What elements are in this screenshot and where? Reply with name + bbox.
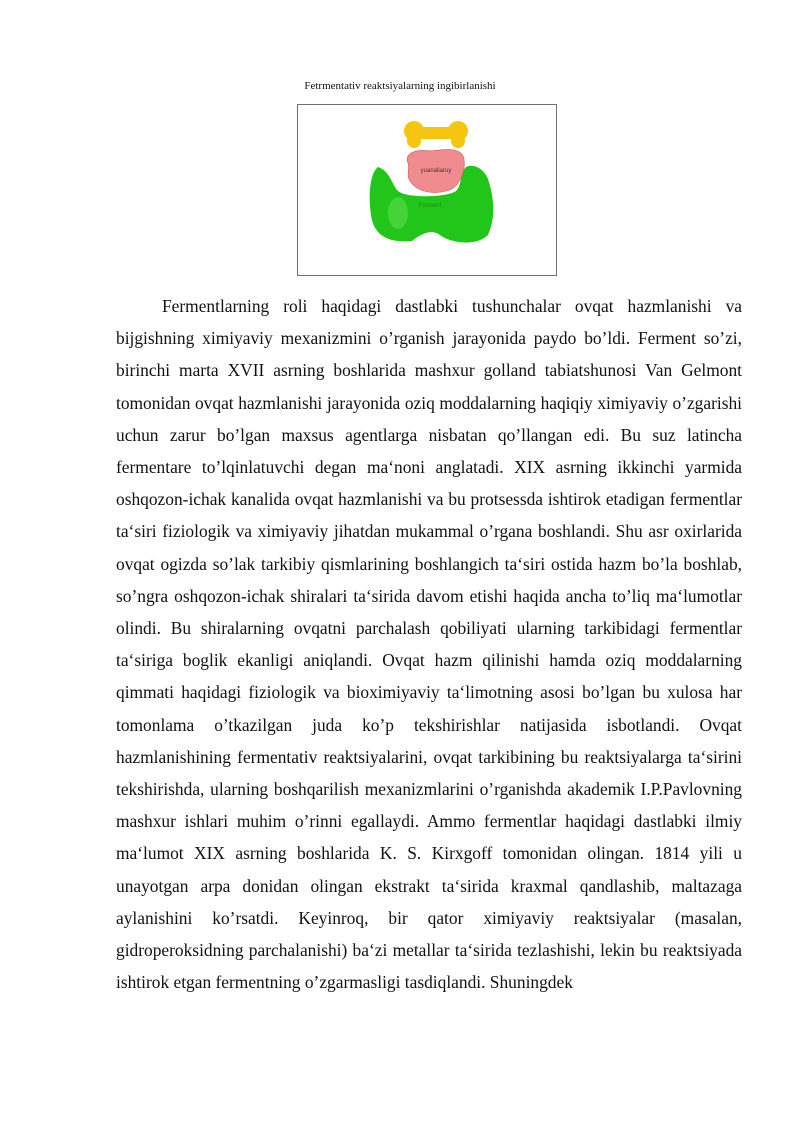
figure-title: Fetrmentativ reaktsiyalarning ingibirlanishi (304, 80, 496, 92)
figure-illustration (297, 104, 557, 276)
inhibitor-label: yuanaliaruy (420, 168, 452, 174)
body-paragraph: Fermentlarning roli haqidagi dastlabki tushunchalar ovqat hazmlanishi va bijgishning ximiyaviy mexanizmini o’rganish jarayonida paydo bo’ldi. Ferment so’zi, birinchi marta XVII asrning boshlarida mashxur golland tabiatshunosi Van Gelmont tomonidan ovqat hazmlanishi jarayonida oziq moddalarning haqiqiy ximiyaviy o’zgarishi uchun zarur bo’lgan maxsus agentlarga nisbatan qo’llangan edi. Bu suz latincha fermentare to’lqinlatuvchi degan ma‘noni anglatadi. XIX asrning ikkinchi yarmida oshqozon-ichak kanalida ovqat hazmlanishi va bu protsessda ishtirok etadigan fermentlar ta‘siri fiziologik va ximiyaviy jihatdan mukammal o’rgana boshlandi. Shu asr oxirlarida ovqat ogizda so’lak tarkibiy qismlarining boshlangich ta‘siri ostida hazm bo’la boshlab, so’ngra oshqozon-ichak shiralari ta‘sirida davom etishi haqida ancha to’liq ma‘lumotlar olindi. Bu shiralarning ovqatni parchalash qobiliyati ularning tarkibidagi fermentlar ta‘siriga boglik ekanligi aniqlandi. Ovqat hazm qilinishi hamda oziq moddalarning qimmati haqidagi fiziologik va bioximiyaviy ta‘limotning asosi bo’lgan bu xulosa har tomonlama o’tkazilgan juda ko’p tekshirishlar natijasida isbotlandi. Ovqat hazmlanishining fermentativ reaktsiyalarini, ovqat tarkibining bu reaktsiyalarga ta‘sirini tekshirishda, ularning boshqarilish mexanizmlarini o’rganishda akademik I.P.Pavlovning mashxur ishlari muhim o’rinni egallaydi. Ammo fermentlar haqidagi dastlabki ilmiy ma‘lumot XIX asrning boshlarida K. S. Kirxgoff tomonidan olingan. 1814 yili u unayotgan arpa donidan olingan ekstrakt ta‘sirida kraxmal qandlashib, maltazaga aylanishini ko’rsatdi. Keyinroq, bir qator ximiyaviy reaktsiyalar (masalan, gidroperoksidning parchalanishi) ba‘zi metallar ta‘sirida tezlashishi, lekin bu reaktsiyada ishtirok etgan fermentning o’zgarmasligi tasdiqlandi. Shuningdek (116, 296, 742, 993)
enzyme-label: Ferment (418, 203, 442, 209)
enzyme-highlight (388, 197, 408, 229)
enzyme-inhibition-diagram (298, 105, 556, 275)
substrate-shape (404, 121, 468, 148)
